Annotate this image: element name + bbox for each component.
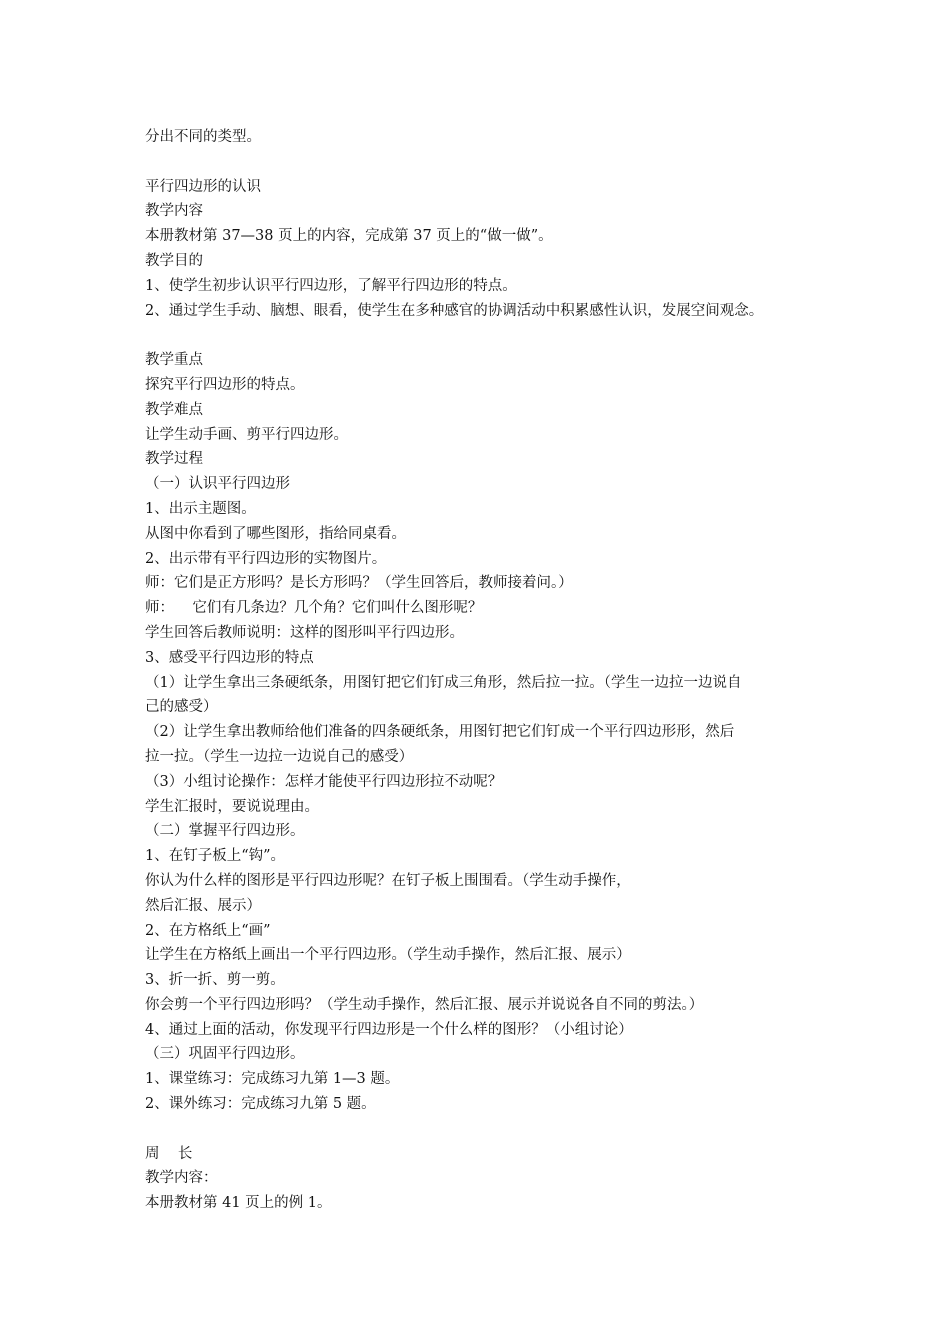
text-line: 你会剪一个平行四边形吗？（学生动手操作，然后汇报、展示并说说各自不同的剪法。） (145, 996, 704, 1013)
text-line: 然后汇报、展示） (145, 897, 261, 914)
text-line: 学生汇报时，要说说理由。 (145, 798, 319, 815)
heading-teaching-goal: 教学目的 (145, 252, 203, 269)
heading-key-point: 教学重点 (145, 352, 203, 369)
blank-line (145, 323, 825, 348)
subheading: （一）认识平行四边形 (145, 476, 290, 493)
text-line: 探究平行四边形的特点。 (145, 376, 305, 393)
text-line: 3、折一折、剪一剪。 (145, 972, 285, 989)
text-line: 4、通过上面的活动，你发现平行四边形是一个什么样的图形？（小组讨论） (145, 1021, 633, 1038)
subheading: （三）巩固平行四边形。 (145, 1046, 305, 1063)
text-line: 2、出示带有平行四边形的实物图片。 (145, 550, 387, 567)
text-line: 分出不同的类型。 (145, 129, 261, 145)
text-line: 让学生在方格纸上画出一个平行四边形。（学生动手操作，然后汇报、展示） (145, 947, 631, 964)
text-line: 本册教材第 37—38 页上的内容，完成第 37 页上的“做一做”。 (145, 228, 553, 245)
text-line: 3、感受平行四边形的特点 (145, 649, 314, 666)
section-title: 平行四边形的认识 (145, 178, 261, 195)
text-line: 2、课外练习：完成练习九第 5 题。 (145, 1096, 376, 1113)
text-line: 你认为什么样的图形是平行四边形呢？在钉子板上围围看。（学生动手操作， (145, 872, 631, 889)
text-line: 拉一拉。（学生一边拉一边说自己的感受） (145, 748, 414, 765)
heading-difficulty: 教学难点 (145, 401, 203, 418)
text-line: 1、课堂练习：完成练习九第 1—3 题。 (145, 1071, 400, 1088)
text-line: 师：它们是正方形吗？是长方形吗？（学生回答后，教师接着问。） (145, 575, 573, 592)
heading-teaching-content: 教学内容： (145, 1170, 218, 1187)
text-line: 让学生动手画、剪平行四边形。 (145, 426, 348, 443)
text-line: （1）让学生拿出三条硬纸条，用图钉把它们钉成三角形，然后拉一拉。（学生一边拉一边说自 (145, 674, 742, 691)
text-line: 师： 它们有几条边？几个角？它们叫什么图形呢？ (145, 600, 483, 617)
text-line: （2）让学生拿出教师给他们准备的四条硬纸条，用图钉把它们钉成一个平行四边形形，然后 (145, 724, 735, 741)
blank-line (145, 150, 825, 175)
text-line: 2、在方格纸上“画” (145, 922, 271, 939)
text-line: 2、通过学生手动、脑想、眼看，使学生在多种感官的协调活动中积累感性认识，发展空间观念。 (145, 302, 764, 319)
subheading: （二）掌握平行四边形。 (145, 823, 305, 840)
text-line: （3）小组讨论操作：怎样才能使平行四边形拉不动呢？ (145, 773, 503, 790)
heading-teaching-content: 教学内容 (145, 203, 203, 220)
text-line: 本册教材第 41 页上的例 1。 (145, 1195, 332, 1212)
text-line: 1、出示主题图。 (145, 500, 256, 517)
heading-process: 教学过程 (145, 451, 203, 468)
text-line: 学生回答后教师说明：这样的图形叫平行四边形。 (145, 624, 464, 641)
document-body (145, 125, 825, 1216)
text-line: 1、使学生初步认识平行四边形，了解平行四边形的特点。 (145, 277, 517, 294)
text-line: 1、在钉子板上“钩”。 (145, 848, 286, 865)
blank-line (145, 1117, 825, 1142)
text-line: 从图中你看到了哪些图形，指给同桌看。 (145, 525, 406, 542)
section-title: 周 长 (145, 1145, 193, 1162)
text-line: 己的感受） (145, 699, 218, 716)
